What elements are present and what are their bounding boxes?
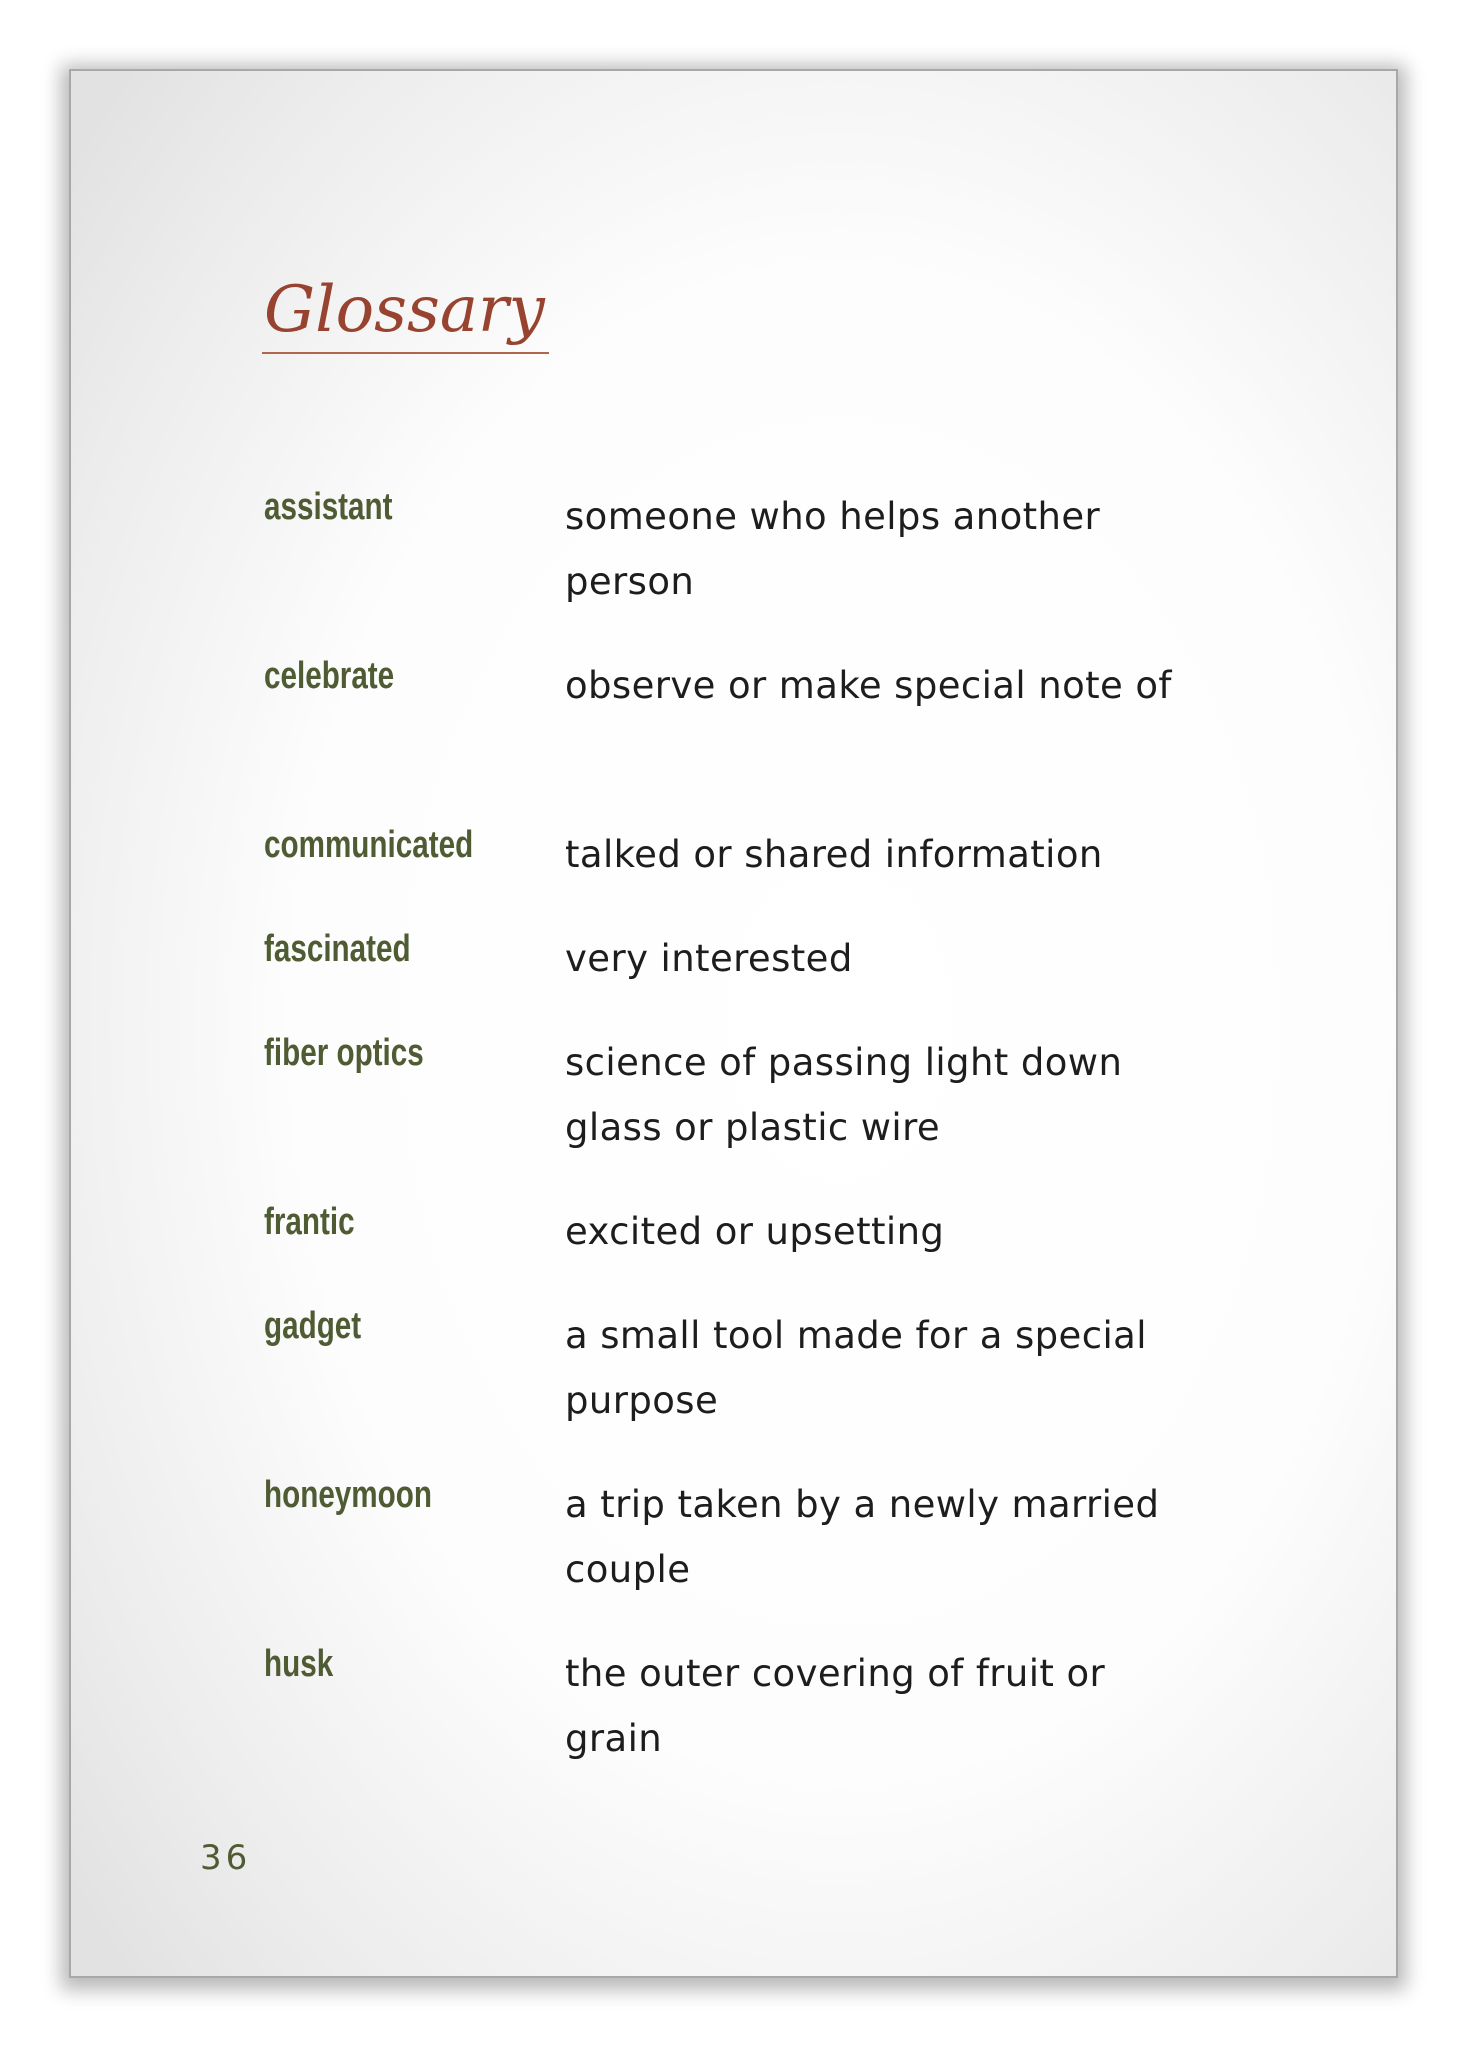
glossary-definition: the outer covering of fruit or grain (565, 1652, 1106, 1760)
glossary-list (264, 482, 1214, 1808)
glossary-entry (264, 1028, 1214, 1197)
glossary-definition: talked or shared information (565, 833, 1103, 876)
glossary-term: gadget (264, 1305, 362, 1347)
glossary-term: assistant (264, 486, 393, 528)
page-title: Glossary (262, 270, 549, 354)
glossary-entry (264, 1470, 1214, 1639)
glossary-term: fascinated (264, 928, 411, 970)
glossary-entry (264, 924, 1214, 1028)
glossary-entry (264, 1639, 1214, 1808)
glossary-definition: very interested (565, 937, 853, 980)
glossary-definition: science of passing light down glass or plastic wire (565, 1041, 1123, 1149)
glossary-definition: a trip taken by a newly married couple (565, 1483, 1160, 1591)
glossary-term: frantic (264, 1201, 355, 1243)
glossary-entry (264, 1301, 1214, 1470)
glossary-term: communicated (264, 824, 474, 866)
glossary-entry (264, 482, 1214, 651)
glossary-entry (264, 651, 1214, 820)
glossary-definition: someone who helps another person (565, 495, 1101, 603)
glossary-entry (264, 1197, 1214, 1301)
page-number: 36 (200, 1838, 252, 1878)
glossary-term: husk (264, 1643, 334, 1685)
glossary-term: celebrate (264, 655, 395, 697)
glossary-definition: excited or upsetting (565, 1210, 945, 1253)
glossary-definition: observe or make special note of (565, 664, 1172, 707)
glossary-term: fiber optics (264, 1032, 424, 1074)
glossary-term: honeymoon (264, 1474, 432, 1516)
glossary-definition: a small tool made for a special purpose (565, 1314, 1147, 1422)
glossary-entry (264, 820, 1214, 924)
